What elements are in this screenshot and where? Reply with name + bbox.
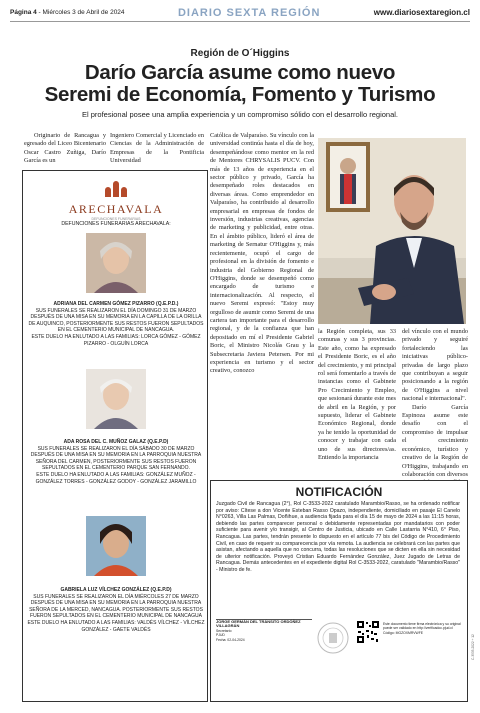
- logo-subtitle: DEFUNCIONES FUNERARIAS: [91, 217, 141, 221]
- deceased-name: ADRIANA DEL CARMEN GÓMEZ PIZARRO (Q.E.P.D.): [53, 301, 179, 307]
- page-header: [10, 4, 470, 22]
- funeral-logo-icon: [101, 179, 131, 197]
- article-headline: [10, 62, 470, 106]
- notice-body: Juzgado Civil de Rancagua (2°), Rol C-3533-2022 caratulado Marambio/Rasso, se ha ordenado notificar por aviso: Cítese a don Vicente Esteban Rasso Opazo, independiente, domiciliado en pasaje El Canelo N°0263, Villa Las Palmas, Doñihue, a audiencia fijada para el día 15 de mayo de 2024 a las 11:15 horas, debiendo las partes comparecer personal o debidamente representadas por mandatarios con poder suficiente para avenir y/o transigir, al Centro de Justicia, ubicado en Calle Lastarria N°410, 6° Piso, Rancagua. Las partes, tendrán presente lo dispuesto en el artículo 77 bis del Código de Procedimiento Civil, en caso de requerir su comparecencia por vía remota. La audiencia se celebrará con las partes que asistan, afectando a aquella que no concurra, todas las resoluciones que se dicten en ella sin necesidad de ulterior notificación. Proveyó Cristian Eduardo Fernández González, Juez Jugado de Letras de Rancagua. Demás antecedentes en el expediente digital Rol C-3533-2022, caratulado "Marambio/Rasso" - Ministro de fe.: [216, 501, 460, 573]
- issue-date: - Miércoles 3 de Abril de 2024: [38, 9, 125, 16]
- court-seal-icon: [315, 621, 351, 655]
- obituary-entry-3: [27, 587, 205, 633]
- arechavala-logo: [23, 179, 209, 221]
- legal-notice-box: [210, 480, 468, 702]
- funeral-details: SUS FUNERALES SE REALIZARON EL DÍA MIÉRCOLES 27 DE MARZO DESPUÉS DE UNA MISA EN SU MEMORIA EN LA PARROQUIA NUESTRA SEÑORA DE LA MERCED, NANCAGUA. POSTERIORMENTE SUS RESTOS FUERON SEPULTADOS EN EL CEMENTERIO MUNICIPAL DE NANCAGUA: [29, 593, 203, 620]
- headline-line-2: Seremi de Economía, Fomento y Turismo: [44, 83, 436, 106]
- signer-name: JORGE GERMÁN DEL TRÁNSITO ORDÓÑEZ VILLAGRÁN: [216, 619, 301, 629]
- section-label: Región de O´Higgins: [190, 48, 290, 59]
- obituary-heading: DEFUNCIONES FUNERARIAS ARECHAVALA:: [61, 221, 171, 227]
- article-column-5: [402, 328, 468, 476]
- masthead-title: DIARIO SEXTA REGIÓN: [177, 6, 321, 19]
- obituary-photo-2: [86, 369, 146, 429]
- qr-code-icon[interactable]: [357, 621, 379, 643]
- page-date-label: [10, 9, 125, 16]
- portrait-icon: [86, 369, 146, 429]
- portrait-icon: [86, 516, 146, 576]
- notice-title: NOTIFICACIÓN: [295, 485, 383, 499]
- bereaved-families: ESTE DUELO HA ENLUTADO A LAS FAMILIAS: VALDÉS VÍLCHEZ - VÍLCHEZ GONZÁLEZ - GAETE VALDÉS: [27, 619, 205, 633]
- signer-unit: PJUD: [216, 633, 225, 638]
- obituary-photo-1: [86, 233, 146, 293]
- article-column-3: Católica de Valparaíso. Su vínculo con la universidad continúa hasta el día de hoy, desempeñándose como mentor en la red de Mentores CHRYSALIS PUCV. Con más de 13 años de experiencia en el sector público y privado, García ha desempeñado roles destacados en diversas áreas. Como emprendedor en Valparaíso, ha contribuido al desarrollo empresarial en empresas de fondos de inversión, industrias creativas, agencias de marketing y publicidad, entre otras. En el ámbito público, lideró el área de marketing de Sernatur O'Higgins y, más recientemente, ocupó el cargo de profesional en la división de fomento e industria del Gobierno Regional de O'Higgins, donde se desempeñó como encargado de turismo e internacionalización. Al respecto, el nuevo Seremi expresó: "Estoy muy orgulloso de asumir como Seremi de una cartera tan importante para el desarrollo regional, y de la confianza que han depositado en mí el Presidente Gabriel Boric, el Ministro Nicolás Grau y la Subsecretaria Javiera Petersen. Por mi experiencia en turismo y el sector creativo, conozco: [210, 132, 314, 375]
- signer-date: Fecha: 02-04-2024: [216, 637, 245, 642]
- qr-note: Este documento tiene firma electrónica y su original puede ser validado en http://verificadoc.pjud.cl: [383, 622, 461, 631]
- qr-validation-text: [383, 622, 463, 635]
- article-column-5-part-1: del vínculo con el mundo privado y seguiré fortaleciendo las iniciativas público-privadas de largo plazo que contribuyan a seguir posicionando a la región de O'Higgins a nivel nacional e internacional".: [402, 328, 468, 403]
- funeral-details: SUS FUNERALES SE REALIZARON EL DÍA DOMINGO 31 DE MARZO DESPUÉS DE UNA MISA EN SU MEMORIA EN LA CAPILLA DE LA ORILLA DE AUQUINCO, POSTERIORMENTE SUS RESTOS FUERON SEPULTADOS EN EL CEMENTERIO MUNICIPAL DE NANCAGUA.: [28, 307, 204, 334]
- page-number: Página 4: [10, 9, 37, 16]
- obituary-photo-3: [86, 516, 146, 576]
- obituary-entry-1: [27, 301, 205, 347]
- funeral-details: SUS FUNERALES SE REALIZARON EL DÍA SÁBADO 30 DE MARZO DESPUÉS DE UNA MISA EN SU MEMORIA EN LA PARROQUIA NUESTRA SEÑORA DEL CARMEN, POSTERIORMENTE SUS RESTOS FUERON SEPULTADOS EN EL CEMENTERIO PARQUE SAN FERNANDO.: [30, 445, 202, 472]
- qr-code-value: Código: MGZOXMRVWFE: [383, 630, 424, 635]
- article-column-5-part-2: Darío García Espinoza asume este desafío con el compromiso de impulsar el crecimiento económico, turístico y creativo de la Región de O'Higgins, trabajando en colaboración con diversos: [402, 403, 468, 478]
- headline-line-1: Darío García asume como nuevo: [84, 61, 396, 84]
- article-photo: [318, 138, 466, 324]
- article-column-4: la Región completa, sus 33 comunas y sus 3 provincias. Este año, como ha expresado el Presidente Boric, es el año del crecimiento, y mi principal rol será fomentarlo a través de instancias como el Gabinete Pro Crecimiento y Empleo, que sesionará durante este mes de abril en la Región, y por supuesto, liderar el Gabinete Económico Regional, donde ya he tenido la oportunidad de conocer y trabajar con cada uno de sus directores/as. Entiendo la importancia: [318, 328, 396, 462]
- bereaved-families: ESTE DUELO HA ENLUTADO A LAS FAMILIAS: GONZÁLEZ MUÑOZ - GONZÁLEZ TORRES - GONZÁLEZ GODOY - GONZÁLEZ JARAMILLO: [35, 471, 197, 485]
- signer-role: Secretario: [216, 628, 232, 633]
- deceased-name: ADA ROSA DEL C. MUÑOZ GALAZ (Q.E.P.D): [63, 439, 169, 445]
- article-column-1: Originario de Rancagua y egresado del Liceo Bicentenario Oscar Castro Zuñiga, Darío García es un: [24, 132, 106, 165]
- website-link[interactable]: www.diariosextaregion.cl: [373, 8, 470, 17]
- deceased-name: GABRIELA LUZ VÍLCHEZ GONZÁLEZ (Q.E.P.D): [60, 587, 172, 593]
- obituary-box: [22, 170, 208, 702]
- obituary-entry-2: [27, 439, 205, 485]
- side-reference-code: C-3533-2022 + 12: [471, 634, 475, 660]
- article-column-2: Ingeniero Comercial y Licenciado en Ciencias de la Administración de Empresas de la Pontificia Universidad: [110, 132, 204, 165]
- article-subhead: El profesional posee una amplia experiencia y un compromiso sólido con el desarrollo regional.: [81, 110, 398, 119]
- portrait-icon: [86, 233, 146, 293]
- logo-name: ARECHAVALA: [68, 202, 164, 216]
- seremi-portrait-image: [318, 138, 466, 324]
- bereaved-families: ESTE DUELO HA ENLUTADO A LAS FAMILIAS: LORCA GÓMEZ - GÓMEZ PIZARRO - OLGUÍN LORCA: [31, 333, 201, 347]
- signature-block: [216, 619, 312, 657]
